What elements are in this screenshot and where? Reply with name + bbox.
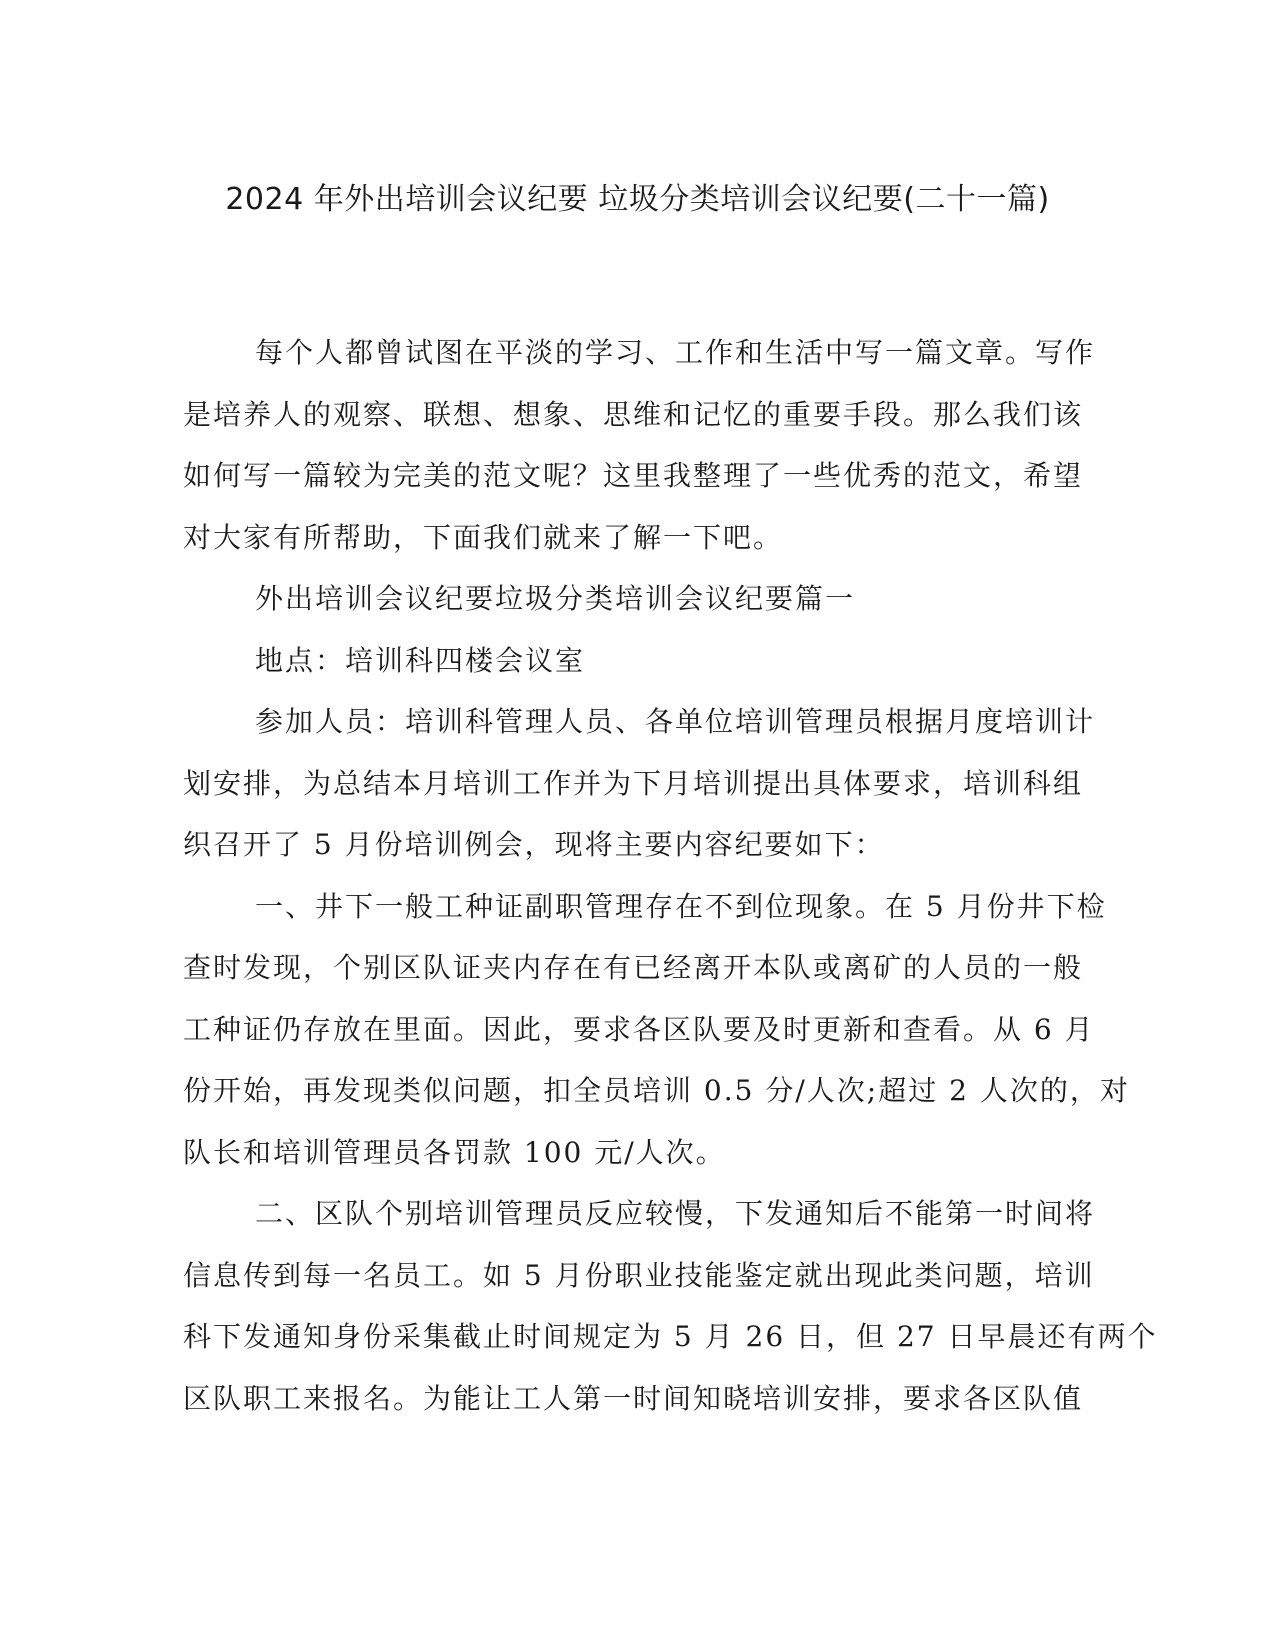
paragraph-line: 划安排，为总结本月培训工作并为下月培训提出具体要求，培训科组	[183, 766, 1084, 800]
paragraph-line: 织召开了 5 月份培训例会，现将主要内容纪要如下：	[183, 828, 885, 861]
document-body	[183, 322, 1158, 1429]
paragraph-line: 区队职工来报名。为能让工人第一时间知晓培训安排，要求各区队值	[183, 1381, 1084, 1415]
paragraph-line: 查时发现，个别区队证夹内存在有已经离开本队或离矿的人员的一般	[183, 951, 1084, 984]
paragraph-line: 是培养人的观察、联想、想象、思维和记忆的重要手段。那么我们该	[183, 397, 1084, 431]
location-line: 地点：培训科四楼会议室	[255, 643, 586, 677]
paragraph-line: 队长和培训管理员各罚款 100 元/人次。	[183, 1135, 726, 1169]
paragraph-line: 每个人都曾试图在平淡的学习、工作和生活中写一篇文章。写作	[255, 336, 1096, 369]
section-heading: 外出培训会议纪要垃圾分类培训会议纪要篇一	[255, 582, 856, 615]
paragraph-line: 二、区队个别培训管理员反应较慢，下发通知后不能第一时间将	[255, 1197, 1096, 1230]
paragraph-line: 如何写一篇较为完美的范文呢？这里我整理了一些优秀的范文，希望	[183, 459, 1084, 492]
paragraph-line: 一、井下一般工种证副职管理存在不到位现象。在 5 月份井下检	[255, 889, 1107, 923]
document-title: 2024 年外出培训会议纪要 垃圾分类培训会议纪要(二十一篇)	[225, 182, 1050, 217]
paragraph-line: 对大家有所帮助，下面我们就来了解一下吧。	[183, 520, 784, 554]
paragraph-line: 份开始，再发现类似问题，扣全员培训 0.5 分/人次;超过 2 人次的，对	[183, 1074, 1130, 1107]
paragraph-line: 工种证仍存放在里面。因此，要求各区队要及时更新和查看。从 6 月	[183, 1012, 1095, 1046]
paragraph-line: 科下发通知身份采集截止时间规定为 5 月 26 日，但 27 日早晨还有两个	[183, 1320, 1158, 1353]
paragraph-line: 参加人员：培训科管理人员、各单位培训管理员根据月度培训计	[255, 705, 1096, 738]
paragraph-line: 信息传到每一名员工。如 5 月份职业技能鉴定就出现此类问题，培训	[183, 1258, 1095, 1292]
